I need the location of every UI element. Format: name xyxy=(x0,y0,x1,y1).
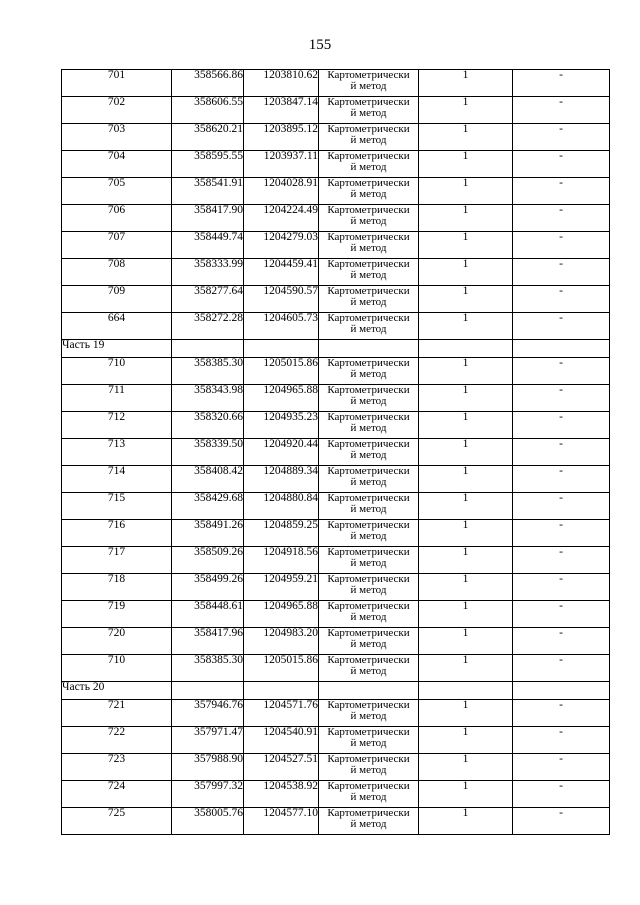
method-cell xyxy=(319,286,419,313)
dash-cell: - xyxy=(513,151,610,178)
method-text: й метод xyxy=(350,422,387,434)
x-coordinate-cell: 358620.21 xyxy=(172,124,244,151)
y-coordinate-cell: 1204920.44 xyxy=(244,439,319,466)
method-cell xyxy=(319,205,419,232)
method-cell xyxy=(319,412,419,439)
method-text: й метод xyxy=(350,557,387,569)
method-text: Картометрически xyxy=(327,573,410,585)
method-text: й метод xyxy=(350,368,387,380)
accuracy-cell: 1 xyxy=(419,178,513,205)
x-coordinate-cell: 358417.96 xyxy=(172,628,244,655)
dash-cell: - xyxy=(513,259,610,286)
x-coordinate-cell: 358429.68 xyxy=(172,493,244,520)
x-coordinate-cell: 358509.26 xyxy=(172,547,244,574)
table-row xyxy=(62,124,610,151)
point-number-cell: 712 xyxy=(62,412,172,439)
accuracy-cell: 1 xyxy=(419,520,513,547)
method-text: й метод xyxy=(350,215,387,227)
method-text: Картометрически xyxy=(327,519,410,531)
x-coordinate-cell: 357988.90 xyxy=(172,754,244,781)
method-cell xyxy=(319,178,419,205)
accuracy-cell: 1 xyxy=(419,97,513,124)
point-number-cell: 715 xyxy=(62,493,172,520)
table-row xyxy=(62,70,610,97)
table-row xyxy=(62,781,610,808)
table-row xyxy=(62,466,610,493)
y-coordinate-cell: 1203895.12 xyxy=(244,124,319,151)
y-coordinate-cell: 1204571.76 xyxy=(244,700,319,727)
method-text: Картометрически xyxy=(327,177,410,189)
accuracy-cell: 1 xyxy=(419,313,513,340)
point-number-cell: 710 xyxy=(62,358,172,385)
method-text: Картометрически xyxy=(327,492,410,504)
method-text: й метод xyxy=(350,710,387,722)
method-cell xyxy=(319,358,419,385)
point-number-cell: 720 xyxy=(62,628,172,655)
y-coordinate-cell: 1204880.84 xyxy=(244,493,319,520)
method-text: й метод xyxy=(350,449,387,461)
dash-cell: - xyxy=(513,439,610,466)
accuracy-cell: 1 xyxy=(419,781,513,808)
method-text: Картометрически xyxy=(327,384,410,396)
method-text: Картометрически xyxy=(327,96,410,108)
accuracy-cell: 1 xyxy=(419,439,513,466)
point-number-cell: 706 xyxy=(62,205,172,232)
method-text: Картометрически xyxy=(327,258,410,270)
method-text: Картометрически xyxy=(327,438,410,450)
point-number-cell: 710 xyxy=(62,655,172,682)
empty-cell xyxy=(172,340,244,358)
table-row xyxy=(62,313,610,340)
x-coordinate-cell: 358277.64 xyxy=(172,286,244,313)
table-row xyxy=(62,385,610,412)
x-coordinate-cell: 358448.61 xyxy=(172,601,244,628)
coordinates-table-body xyxy=(62,70,610,835)
accuracy-cell: 1 xyxy=(419,205,513,232)
method-text: й метод xyxy=(350,665,387,677)
dash-cell: - xyxy=(513,178,610,205)
method-text: Картометрически xyxy=(327,753,410,765)
accuracy-cell: 1 xyxy=(419,808,513,835)
method-cell xyxy=(319,70,419,97)
y-coordinate-cell: 1204224.49 xyxy=(244,205,319,232)
table-row xyxy=(62,412,610,439)
method-text: й метод xyxy=(350,323,387,335)
x-coordinate-cell: 357971.47 xyxy=(172,727,244,754)
y-coordinate-cell: 1204889.34 xyxy=(244,466,319,493)
method-cell xyxy=(319,655,419,682)
part-header-row xyxy=(62,340,610,358)
accuracy-cell: 1 xyxy=(419,385,513,412)
part-label: Часть 19 xyxy=(62,340,172,358)
accuracy-cell: 1 xyxy=(419,754,513,781)
method-text: й метод xyxy=(350,395,387,407)
point-number-cell: 719 xyxy=(62,601,172,628)
point-number-cell: 713 xyxy=(62,439,172,466)
method-cell xyxy=(319,313,419,340)
table-row xyxy=(62,754,610,781)
x-coordinate-cell: 358606.55 xyxy=(172,97,244,124)
coordinates-table xyxy=(61,69,610,835)
accuracy-cell: 1 xyxy=(419,151,513,178)
point-number-cell: 664 xyxy=(62,313,172,340)
x-coordinate-cell: 357997.32 xyxy=(172,781,244,808)
method-text: й метод xyxy=(350,764,387,776)
method-text: й метод xyxy=(350,638,387,650)
method-text: й метод xyxy=(350,584,387,596)
method-text: Картометрически xyxy=(327,312,410,324)
y-coordinate-cell: 1203937.11 xyxy=(244,151,319,178)
y-coordinate-cell: 1204918.56 xyxy=(244,547,319,574)
empty-cell xyxy=(513,682,610,700)
x-coordinate-cell: 358333.99 xyxy=(172,259,244,286)
accuracy-cell: 1 xyxy=(419,70,513,97)
y-coordinate-cell: 1205015.86 xyxy=(244,358,319,385)
x-coordinate-cell: 358385.30 xyxy=(172,655,244,682)
dash-cell: - xyxy=(513,232,610,259)
x-coordinate-cell: 358541.91 xyxy=(172,178,244,205)
dash-cell: - xyxy=(513,520,610,547)
y-coordinate-cell: 1205015.86 xyxy=(244,655,319,682)
y-coordinate-cell: 1204605.73 xyxy=(244,313,319,340)
method-text: Картометрически xyxy=(327,627,410,639)
dash-cell: - xyxy=(513,601,610,628)
table-row xyxy=(62,151,610,178)
page-number: 155 xyxy=(308,37,332,53)
method-text: й метод xyxy=(350,791,387,803)
y-coordinate-cell: 1204965.88 xyxy=(244,601,319,628)
accuracy-cell: 1 xyxy=(419,727,513,754)
y-coordinate-cell: 1203810.62 xyxy=(244,70,319,97)
method-text: й метод xyxy=(350,134,387,146)
accuracy-cell: 1 xyxy=(419,358,513,385)
y-coordinate-cell: 1204459.41 xyxy=(244,259,319,286)
method-text: Картометрически xyxy=(327,780,410,792)
point-number-cell: 707 xyxy=(62,232,172,259)
empty-cell xyxy=(172,682,244,700)
dash-cell: - xyxy=(513,781,610,808)
table-row xyxy=(62,97,610,124)
point-number-cell: 702 xyxy=(62,97,172,124)
x-coordinate-cell: 358595.55 xyxy=(172,151,244,178)
table-row xyxy=(62,178,610,205)
part-header-row xyxy=(62,682,610,700)
method-text: й метод xyxy=(350,818,387,830)
x-coordinate-cell: 358343.98 xyxy=(172,385,244,412)
x-coordinate-cell: 358385.30 xyxy=(172,358,244,385)
method-text: й метод xyxy=(350,188,387,200)
method-cell xyxy=(319,520,419,547)
method-cell xyxy=(319,628,419,655)
x-coordinate-cell: 358339.50 xyxy=(172,439,244,466)
dash-cell: - xyxy=(513,70,610,97)
method-cell xyxy=(319,97,419,124)
method-text: Картометрически xyxy=(327,465,410,477)
y-coordinate-cell: 1204279.03 xyxy=(244,232,319,259)
dash-cell: - xyxy=(513,286,610,313)
x-coordinate-cell: 358005.76 xyxy=(172,808,244,835)
method-text: й метод xyxy=(350,737,387,749)
method-text: Картометрически xyxy=(327,150,410,162)
method-cell xyxy=(319,781,419,808)
table-row xyxy=(62,808,610,835)
point-number-cell: 721 xyxy=(62,700,172,727)
accuracy-cell: 1 xyxy=(419,286,513,313)
y-coordinate-cell: 1204527.51 xyxy=(244,754,319,781)
method-text: Картометрически xyxy=(327,546,410,558)
point-number-cell: 722 xyxy=(62,727,172,754)
dash-cell: - xyxy=(513,124,610,151)
table-row xyxy=(62,601,610,628)
method-text: Картометрически xyxy=(327,726,410,738)
x-coordinate-cell: 358449.74 xyxy=(172,232,244,259)
y-coordinate-cell: 1203847.14 xyxy=(244,97,319,124)
y-coordinate-cell: 1204935.23 xyxy=(244,412,319,439)
method-text: Картометрически xyxy=(327,231,410,243)
point-number-cell: 724 xyxy=(62,781,172,808)
method-text: Картометрически xyxy=(327,69,410,81)
method-text: Картометрически xyxy=(327,600,410,612)
point-number-cell: 716 xyxy=(62,520,172,547)
accuracy-cell: 1 xyxy=(419,628,513,655)
table-row xyxy=(62,628,610,655)
accuracy-cell: 1 xyxy=(419,259,513,286)
accuracy-cell: 1 xyxy=(419,466,513,493)
point-number-cell: 705 xyxy=(62,178,172,205)
method-cell xyxy=(319,493,419,520)
method-cell xyxy=(319,727,419,754)
method-cell xyxy=(319,232,419,259)
dash-cell: - xyxy=(513,700,610,727)
dash-cell: - xyxy=(513,493,610,520)
accuracy-cell: 1 xyxy=(419,700,513,727)
point-number-cell: 714 xyxy=(62,466,172,493)
dash-cell: - xyxy=(513,754,610,781)
y-coordinate-cell: 1204965.88 xyxy=(244,385,319,412)
dash-cell: - xyxy=(513,655,610,682)
dash-cell: - xyxy=(513,313,610,340)
accuracy-cell: 1 xyxy=(419,574,513,601)
x-coordinate-cell: 357946.76 xyxy=(172,700,244,727)
method-text: Картометрически xyxy=(327,357,410,369)
method-cell xyxy=(319,439,419,466)
x-coordinate-cell: 358320.66 xyxy=(172,412,244,439)
method-text: Картометрически xyxy=(327,654,410,666)
y-coordinate-cell: 1204538.92 xyxy=(244,781,319,808)
table-row xyxy=(62,520,610,547)
table-row xyxy=(62,259,610,286)
x-coordinate-cell: 358566.86 xyxy=(172,70,244,97)
table-row xyxy=(62,574,610,601)
x-coordinate-cell: 358499.26 xyxy=(172,574,244,601)
dash-cell: - xyxy=(513,574,610,601)
x-coordinate-cell: 358408.42 xyxy=(172,466,244,493)
method-text: й метод xyxy=(350,530,387,542)
y-coordinate-cell: 1204959.21 xyxy=(244,574,319,601)
accuracy-cell: 1 xyxy=(419,547,513,574)
dash-cell: - xyxy=(513,727,610,754)
method-text: Картометрически xyxy=(327,123,410,135)
y-coordinate-cell: 1204859.25 xyxy=(244,520,319,547)
method-text: й метод xyxy=(350,161,387,173)
method-cell xyxy=(319,151,419,178)
method-cell xyxy=(319,385,419,412)
dash-cell: - xyxy=(513,205,610,232)
method-text: Картометрически xyxy=(327,699,410,711)
method-text: й метод xyxy=(350,503,387,515)
table-row xyxy=(62,358,610,385)
point-number-cell: 701 xyxy=(62,70,172,97)
method-text: й метод xyxy=(350,476,387,488)
point-number-cell: 718 xyxy=(62,574,172,601)
method-text: Картометрически xyxy=(327,285,410,297)
point-number-cell: 711 xyxy=(62,385,172,412)
point-number-cell: 717 xyxy=(62,547,172,574)
method-cell xyxy=(319,259,419,286)
method-text: й метод xyxy=(350,296,387,308)
table-row xyxy=(62,205,610,232)
dash-cell: - xyxy=(513,547,610,574)
dash-cell: - xyxy=(513,466,610,493)
empty-cell xyxy=(419,682,513,700)
method-text: й метод xyxy=(350,242,387,254)
accuracy-cell: 1 xyxy=(419,232,513,259)
method-cell xyxy=(319,601,419,628)
point-number-cell: 723 xyxy=(62,754,172,781)
y-coordinate-cell: 1204590.57 xyxy=(244,286,319,313)
method-cell xyxy=(319,700,419,727)
method-cell xyxy=(319,124,419,151)
method-cell xyxy=(319,547,419,574)
accuracy-cell: 1 xyxy=(419,412,513,439)
dash-cell: - xyxy=(513,412,610,439)
accuracy-cell: 1 xyxy=(419,124,513,151)
accuracy-cell: 1 xyxy=(419,493,513,520)
table-row xyxy=(62,286,610,313)
part-label: Часть 20 xyxy=(62,682,172,700)
method-text: й метод xyxy=(350,80,387,92)
method-cell xyxy=(319,808,419,835)
method-cell xyxy=(319,754,419,781)
point-number-cell: 703 xyxy=(62,124,172,151)
empty-cell xyxy=(244,682,319,700)
method-text: Картометрически xyxy=(327,411,410,423)
point-number-cell: 709 xyxy=(62,286,172,313)
x-coordinate-cell: 358272.28 xyxy=(172,313,244,340)
method-text: Картометрически xyxy=(327,204,410,216)
table-row xyxy=(62,493,610,520)
x-coordinate-cell: 358491.26 xyxy=(172,520,244,547)
y-coordinate-cell: 1204028.91 xyxy=(244,178,319,205)
dash-cell: - xyxy=(513,808,610,835)
table-row xyxy=(62,727,610,754)
dash-cell: - xyxy=(513,358,610,385)
empty-cell xyxy=(419,340,513,358)
accuracy-cell: 1 xyxy=(419,655,513,682)
y-coordinate-cell: 1204983.20 xyxy=(244,628,319,655)
dash-cell: - xyxy=(513,385,610,412)
dash-cell: - xyxy=(513,628,610,655)
table-row xyxy=(62,700,610,727)
method-text: й метод xyxy=(350,269,387,281)
empty-cell xyxy=(244,340,319,358)
method-cell xyxy=(319,574,419,601)
empty-cell xyxy=(319,682,419,700)
table-row xyxy=(62,655,610,682)
point-number-cell: 708 xyxy=(62,259,172,286)
accuracy-cell: 1 xyxy=(419,601,513,628)
y-coordinate-cell: 1204577.10 xyxy=(244,808,319,835)
point-number-cell: 704 xyxy=(62,151,172,178)
method-cell xyxy=(319,466,419,493)
dash-cell: - xyxy=(513,97,610,124)
table-row xyxy=(62,439,610,466)
empty-cell xyxy=(513,340,610,358)
table-row xyxy=(62,547,610,574)
y-coordinate-cell: 1204540.91 xyxy=(244,727,319,754)
table-row xyxy=(62,232,610,259)
empty-cell xyxy=(319,340,419,358)
point-number-cell: 725 xyxy=(62,808,172,835)
method-text: Картометрически xyxy=(327,807,410,819)
method-text: й метод xyxy=(350,107,387,119)
method-text: й метод xyxy=(350,611,387,623)
x-coordinate-cell: 358417.90 xyxy=(172,205,244,232)
